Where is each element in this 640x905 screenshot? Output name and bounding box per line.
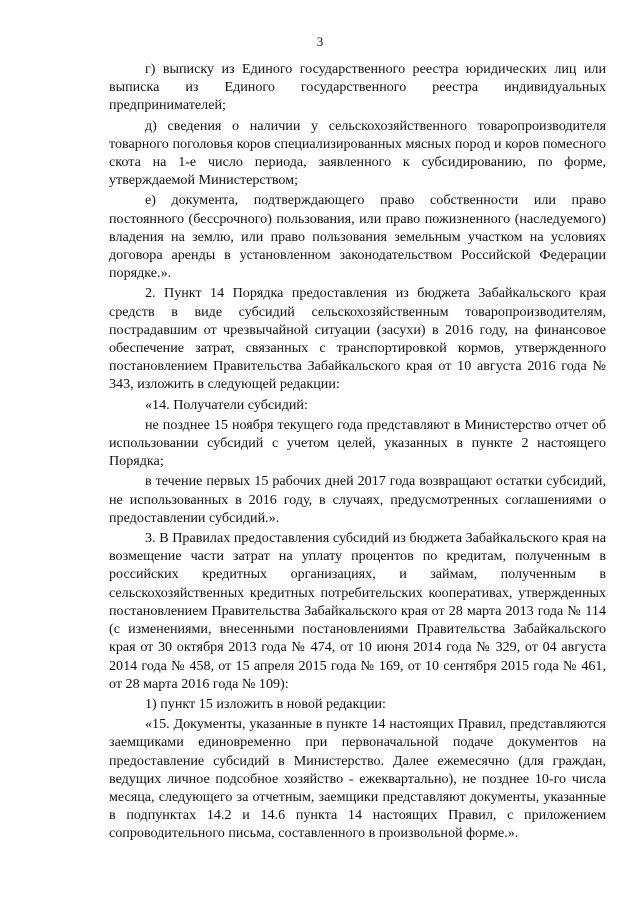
paragraph-item-e: е) документа, подтверждающего право собственности или право постоянного (бессрочного) пользования, или право пожизненного (наследуемого) владения на землю, или право пользования земельным участком на условиях договора аренды в установленном законодательством Российской Федерации порядке.».: [109, 192, 606, 282]
page-number: 3: [316, 34, 324, 49]
paragraph-clause-15: «15. Документы, указанные в пункте 14 настоящих Правил, представляются заемщиками единовременно при первоначальной подаче документов на предоставление субсидий в Министерство. Далее ежемесячно (для граждан, ведущих личное подсобное хозяйство - ежеквартально), не позднее 10-го числа месяца, следующего за отчетным, заемщики представляют документы, указанные в подпунктах 14.2 и 14.6 пункта 14 настоящих Правил, с приложением сопроводительного письма, составленного в произвольной форме.».: [109, 716, 606, 842]
paragraph-return-remainder: в течение первых 15 рабочих дней 2017 года возвращают остатки субсидий, не использованных в 2016 году, в случаях, предусмотренных соглашениями о предоставлении субсидий.».: [109, 473, 606, 526]
paragraph-point-3: 3. В Правилах предоставления субсидий из бюджета Забайкальского края на возмещение части затрат на уплату процентов по кредитам, полученным в российских кредитных организациях, и займам, полученным в сельскохозяйственных кредитных потребительских кооперативах, утвержденных постановлением Правительства Забайкальского края от 28 марта 2013 года № 114 (с изменениями, внесенными постановлениями Правительства Забайкальского края от 30 октября 2013 года № 474, от 10 июня 2014 года № 329, от 04 августа 2014 года № 458, от 15 апреля 2015 года № 169, от 10 сентября 2015 года № 461, от 28 марта 2016 года № 109):: [109, 530, 606, 692]
paragraph-item-g: г) выписку из Единого государственного реестра юридических лиц или выписка из Единого государственного реестра индивидуальных предпринимателей;: [109, 61, 606, 114]
paragraph-point-2: 2. Пункт 14 Порядка предоставления из бюджета Забайкальского края средств в виде субсидий сельскохозяйственным товаропроизводителям, пострадавшим от чрезвычайной ситуации (засухи) в 2016 году, на финансовое обеспечение затрат, связанных с транспортировкой кормов, утвержденного постановлением Правительства Забайкальского края от 10 августа 2016 года № 343, изложить в следующей редакции:: [109, 285, 606, 393]
paragraph-clause-14: «14. Получатели субсидий:: [145, 396, 308, 413]
paragraph-report-deadline: не позднее 15 ноября текущего года представляют в Министерство отчет об использовании субсидий с учетом целей, указанных в пункте 2 настоящего Порядка;: [109, 416, 606, 470]
paragraph-subpoint-1: 1) пункт 15 изложить в новой редакции:: [145, 695, 386, 712]
paragraph-item-d: д) сведения о наличии у сельскохозяйственного товаропроизводителя товарного поголовья коров специализированных мясных пород и коров помесного скота на 1-е число периода, заявленного к субсидированию, по форме, утверждаемой Министерством;: [109, 117, 606, 189]
document-body: [109, 60, 606, 843]
